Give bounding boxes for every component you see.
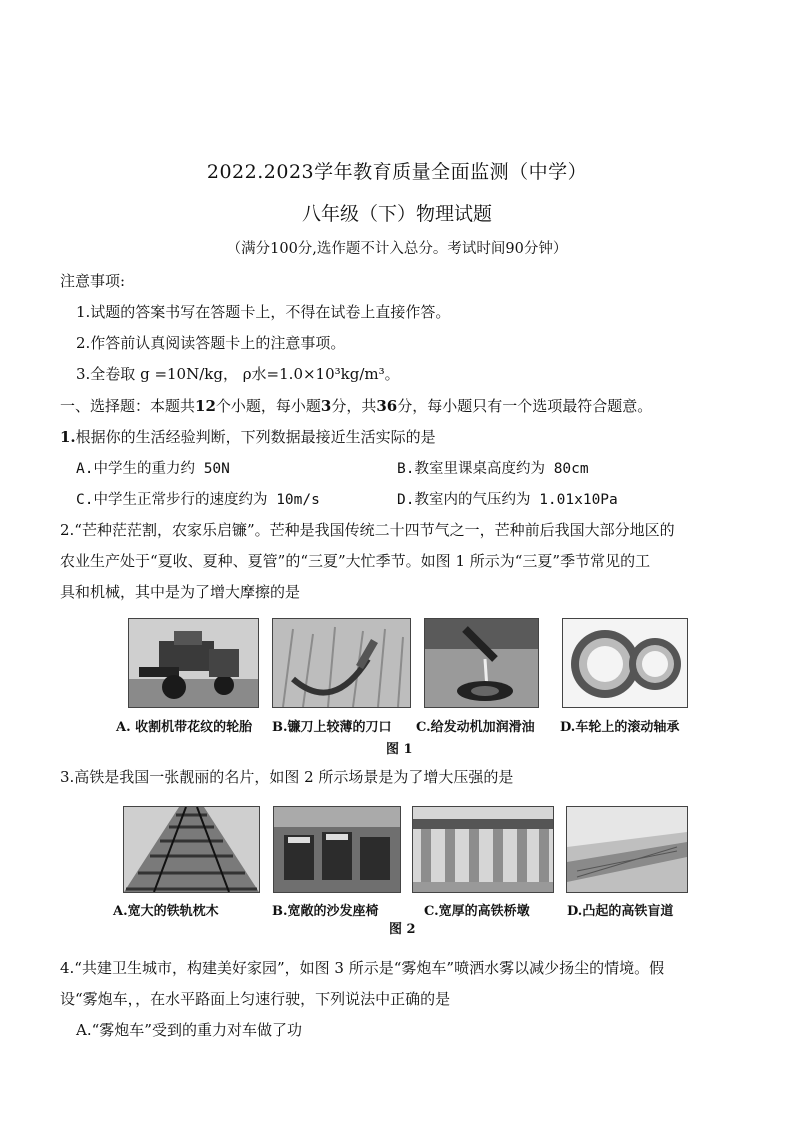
fig2-caption-c: C.宽厚的高铁桥墩 bbox=[424, 904, 530, 919]
page-subtitle: 八年级（下）物理试题 bbox=[301, 203, 492, 225]
fig1-caption-a: A. 收割机带花纹的轮胎 bbox=[116, 720, 253, 735]
q1-option-c: C.中学生正常步行的速度约为 10m/s bbox=[76, 492, 320, 508]
note-item-3: 3.全卷取 g =10N/kg， ρ水=1.0×10³kg/m³。 bbox=[76, 365, 400, 383]
figure-2-label: 图 2 bbox=[389, 922, 416, 937]
harvester-photo bbox=[128, 618, 259, 708]
bearing-photo bbox=[562, 618, 688, 708]
section-prefix: 一、选择题：本题共 bbox=[60, 397, 196, 415]
section-mid2: 分，共 bbox=[331, 397, 377, 415]
fig2-caption-b: B.宽敞的沙发座椅 bbox=[272, 904, 379, 919]
sickle-photo bbox=[272, 618, 411, 708]
question-4-line-1: 4.“共建卫生城市，构建美好家园”，如图 3 所示是“雾炮车”喷洒水雾以减少扬尘的情境。假 bbox=[60, 959, 665, 977]
figure-1-label: 图 1 bbox=[386, 742, 413, 757]
tactile-paving-photo bbox=[566, 806, 688, 893]
question-2-line-2: 农业生产处于“夏收、夏种、夏管”的“三夏”大忙季节。如图 1 所示为“三夏”季节常见的工 bbox=[60, 552, 651, 570]
section-suffix: 分，每小题只有一个选项最符合题意。 bbox=[397, 397, 653, 415]
section-heading bbox=[60, 395, 652, 416]
section-question-count: 12 bbox=[195, 397, 216, 415]
fig2-caption-a: A.宽大的铁轨枕木 bbox=[113, 904, 219, 919]
section-mid1: 个小题，每小题 bbox=[215, 397, 321, 415]
q1-option-d: D.教室内的气压约为 1.01x10Pa bbox=[397, 492, 618, 508]
q4-option-a: A.“雾炮车”受到的重力对车做了功 bbox=[76, 1021, 302, 1039]
notes-heading: 注意事项: bbox=[60, 272, 126, 290]
exam-info: （满分100分,选作题不计入总分。考试时间90分钟） bbox=[226, 241, 568, 257]
note-item-2: 2.作答前认真阅读答题卡上的注意事项。 bbox=[76, 334, 346, 352]
engine-oil-photo bbox=[424, 618, 539, 708]
question-1 bbox=[60, 426, 436, 447]
note-item-1: 1.试题的答案书写在答题卡上，不得在试卷上直接作答。 bbox=[76, 303, 451, 321]
question-4-line-2: 设“雾炮车，，在水平路面上匀速行驶，下列说法中正确的是 bbox=[60, 990, 451, 1008]
q1-option-b: B.教室里课桌高度约为 80cm bbox=[397, 461, 589, 477]
q1-option-a: A.中学生的重力约 50N bbox=[76, 461, 230, 477]
question-1-number: 1. bbox=[60, 428, 76, 446]
section-points: 3 bbox=[320, 397, 332, 415]
question-3: 3.高铁是我国一张靓丽的名片，如图 2 所示场景是为了增大压强的是 bbox=[60, 768, 514, 786]
question-1-stem: 根据你的生活经验判断，下列数据最接近生活实际的是 bbox=[75, 428, 436, 446]
fig1-caption-d: D.车轮上的滚动轴承 bbox=[560, 720, 680, 735]
page-title: 2022.2023学年教育质量全面监测（中学） bbox=[206, 161, 588, 183]
fig2-caption-d: D.凸起的高铁盲道 bbox=[567, 904, 674, 919]
railway-sleepers-photo bbox=[123, 806, 260, 893]
fig1-caption-b: B.镰刀上较薄的刀口 bbox=[272, 720, 392, 735]
question-2-line-3: 具和机械，其中是为了增大摩擦的是 bbox=[60, 583, 301, 601]
bridge-piers-photo bbox=[412, 806, 554, 893]
section-total: 36 bbox=[376, 397, 398, 415]
train-seats-photo bbox=[273, 806, 401, 893]
question-2-line-1: 2.“芒种茫茫割，农家乐启镰”。芒种是我国传统二十四节气之一，芒种前后我国大部分地区的 bbox=[60, 521, 675, 539]
fig1-caption-c: C.给发动机加润滑油 bbox=[416, 720, 535, 735]
